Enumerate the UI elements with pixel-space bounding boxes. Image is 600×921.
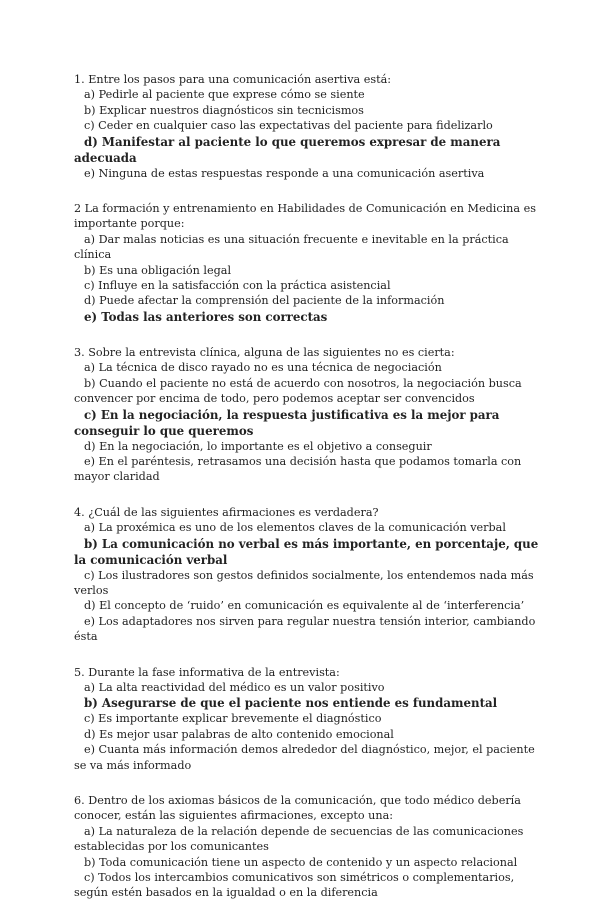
answer-option: c) Ceder en cualquier caso las expectativas del paciente para fidelizarlo (84, 119, 493, 133)
answer-option-correct: e) Todas las anteriores son correctas (84, 309, 328, 324)
question-block (74, 505, 540, 645)
question-stem: 4. ¿Cuál de las siguientes afirmaciones es verdadera? (74, 505, 379, 519)
answer-option: c) Los ilustradores son gestos definidos socialmente, los entendemos nada más verlos (74, 568, 534, 597)
answer-option: d) En la negociación, lo importante es el objetivo a conseguir (84, 439, 432, 453)
answer-option: a) Pedirle al paciente que exprese cómo se siente (84, 88, 365, 102)
answer-option: d) Puede afectar la comprensión del paciente de la información (84, 294, 445, 308)
answer-option-correct: d) Manifestar al paciente lo que queremos expresar de manera adecuada (74, 134, 501, 165)
question-stem: 1. Entre los pasos para una comunicación asertiva está: (74, 73, 392, 86)
answer-option-correct: c) En la negociación, la respuesta justificativa es la mejor para conseguir lo que queremos (74, 407, 500, 438)
answer-option: d) El concepto de ‘ruido’ en comunicación es equivalente al de ‘interferencia’ (84, 599, 525, 613)
answer-option: c) Influye en la satisfacción con la práctica asistencial (84, 279, 391, 293)
question-block (74, 345, 540, 485)
answer-option-correct: b) Asegurarse de que el paciente nos entiende es fundamental (84, 696, 498, 711)
question-block (74, 665, 540, 773)
answer-option: e) Ninguna de estas respuestas responde a una comunicación asertiva (84, 166, 485, 180)
question-stem: 5. Durante la fase informativa de la entrevista: (74, 665, 340, 679)
answer-option: b) Toda comunicación tiene un aspecto de contenido y un aspecto relacional (84, 855, 518, 869)
question-block (74, 72, 540, 181)
answer-option: a) La naturaleza de la relación depende de secuencias de las comunicaciones establecidas por los comunicantes (74, 824, 524, 854)
answer-option: e) En el paréntesis, retrasamos una decisión hasta que podamos tomarla con mayor claridad (74, 454, 522, 484)
question-stem: 3. Sobre la entrevista clínica, alguna de las siguientes no es cierta: (74, 345, 455, 359)
question-block (74, 201, 540, 325)
answer-option: b) Es una obligación legal (84, 263, 232, 277)
answer-option: a) Dar malas noticias es una situación frecuente e inevitable en la práctica clínica (74, 232, 509, 262)
exam-page (74, 72, 540, 921)
answer-option: a) La técnica de disco rayado no es una técnica de negociación (84, 361, 442, 375)
answer-option: b) Cuando el paciente no está de acuerdo con nosotros, la negociación busca convencer por encima de todo, pero podemos aceptar ser convencidos (74, 376, 522, 406)
answer-option: a) La alta reactividad del médico es un valor positivo (84, 680, 385, 694)
answer-option: a) La proxémica es uno de los elementos claves de la comunicación verbal (84, 521, 506, 535)
answer-option: e) Cuanta más información demos alrededor del diagnóstico, mejor, el paciente se va más informado (74, 743, 535, 772)
answer-option: c) Todos los intercambios comunicativos son simétricos o complementarios, según estén basados en la igualdad o en la diferencia (74, 871, 515, 900)
answer-option: c) Es importante explicar brevemente el diagnóstico (84, 712, 382, 726)
question-block (74, 793, 540, 901)
answer-option: d) Es mejor usar palabras de alto contenido emocional (84, 727, 394, 741)
question-stem: 2 La formación y entrenamiento en Habilidades de Comunicación en Medicina es importante porque: (74, 202, 536, 231)
answer-option: e) Los adaptadores nos sirven para regular nuestra tensión interior, cambiando ésta (74, 614, 536, 644)
question-stem: 6. Dentro de los axiomas básicos de la comunicación, que todo médico debería conocer, están las siguientes afirmaciones, excepto una: (74, 794, 521, 823)
answer-option: b) Explicar nuestros diagnósticos sin tecnicismos (84, 103, 364, 117)
answer-option-correct: b) La comunicación no verbal es más importante, en porcentaje, que la comunicación verbal (74, 536, 539, 567)
